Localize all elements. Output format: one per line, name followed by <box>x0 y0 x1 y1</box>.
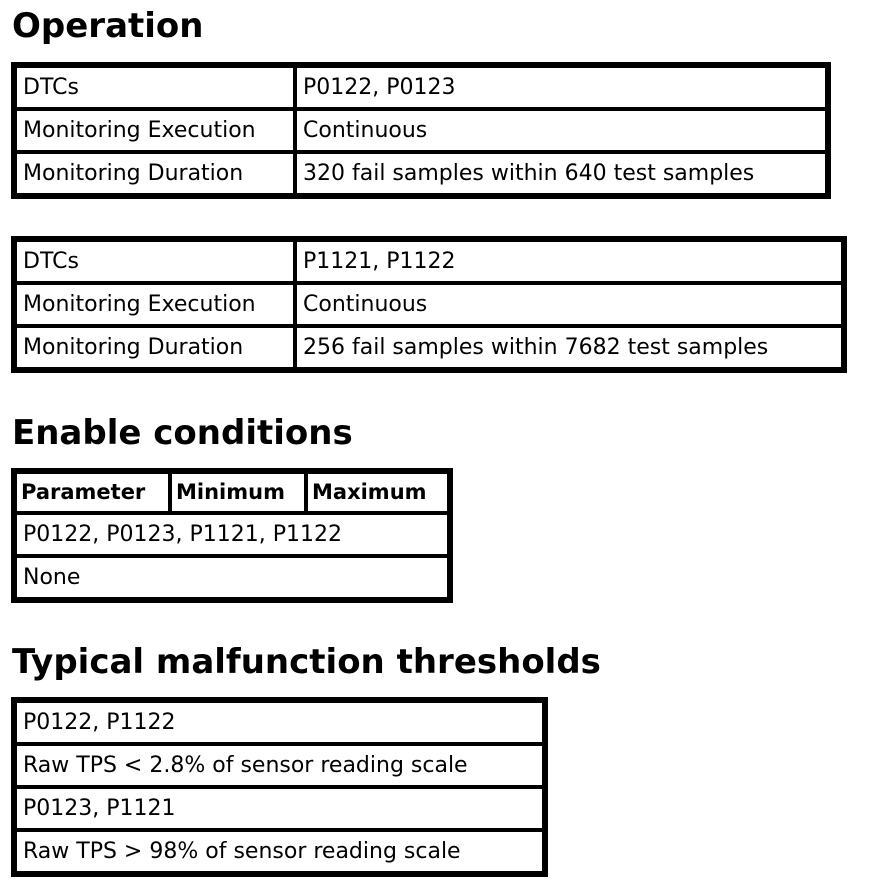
row-label: DTCs <box>15 66 295 109</box>
row-label: DTCs <box>15 240 295 283</box>
row-value: Continuous <box>295 109 827 152</box>
enable-conditions-table <box>11 468 453 603</box>
table-row <box>15 109 827 152</box>
threshold-dtcs: P0122, P1122 <box>15 701 544 744</box>
table-row <box>15 66 827 109</box>
heading-operation: Operation <box>12 6 204 46</box>
table-row <box>15 152 827 195</box>
table-row <box>15 240 843 283</box>
table-row <box>15 744 544 787</box>
operation-table-2 <box>11 236 847 373</box>
row-label: Monitoring Duration <box>15 326 295 369</box>
table-row <box>15 701 544 744</box>
operation-table-1 <box>11 62 831 199</box>
heading-thresholds: Typical malfunction thresholds <box>12 642 601 682</box>
row-value: 320 fail samples within 640 test samples <box>295 152 827 195</box>
row-label: Monitoring Execution <box>15 283 295 326</box>
table-row <box>15 326 843 369</box>
row-value: 256 fail samples within 7682 test samples <box>295 326 843 369</box>
column-header-maximum: Maximum <box>306 472 449 513</box>
threshold-dtcs: P0123, P1121 <box>15 787 544 830</box>
row-value: Continuous <box>295 283 843 326</box>
table-header-row <box>15 472 449 513</box>
table-row <box>15 556 449 599</box>
column-header-minimum: Minimum <box>170 472 306 513</box>
row-value: P0122, P0123 <box>295 66 827 109</box>
condition-value: None <box>15 556 449 599</box>
thresholds-table <box>11 697 548 877</box>
table-row <box>15 830 544 873</box>
condition-dtcs: P0122, P0123, P1121, P1122 <box>15 513 449 556</box>
row-label: Monitoring Execution <box>15 109 295 152</box>
table-row <box>15 513 449 556</box>
threshold-condition: Raw TPS > 98% of sensor reading scale <box>15 830 544 873</box>
table-row <box>15 787 544 830</box>
heading-enable-conditions: Enable conditions <box>12 413 353 453</box>
table-row <box>15 283 843 326</box>
row-value: P1121, P1122 <box>295 240 843 283</box>
row-label: Monitoring Duration <box>15 152 295 195</box>
threshold-condition: Raw TPS < 2.8% of sensor reading scale <box>15 744 544 787</box>
column-header-parameter: Parameter <box>15 472 170 513</box>
